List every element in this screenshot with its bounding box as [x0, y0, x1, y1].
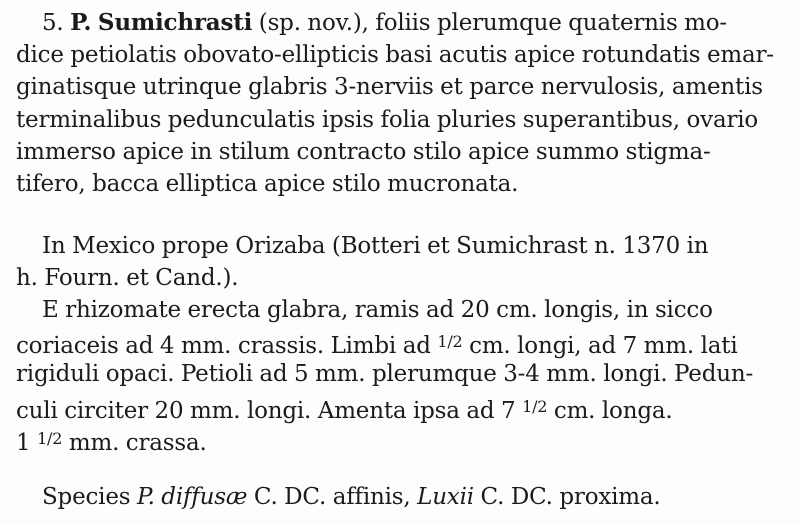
description-line-3: rigiduli opaci. Petioli ad 5 mm. plerumque 3-4 mm. longi. Pedun- — [16, 361, 754, 388]
species-status: (sp. nov.), — [258, 10, 369, 36]
description-paragraph — [16, 294, 784, 455]
description-line-5-number: 1 — [16, 429, 31, 456]
diagnosis-text: foliis plerumque quaternis mo- — [375, 10, 727, 36]
description-line-4 — [16, 391, 784, 423]
entry-number: 5. — [42, 10, 64, 36]
diagnosis-line-2: dice petiolatis obovato-ellipticis basi acutis apice rotundatis emar- — [16, 42, 774, 69]
affinity-suffix: C. DC. proxima. — [480, 484, 661, 510]
diagnosis-line-1 — [16, 7, 784, 39]
related-species-2: Luxii — [417, 484, 474, 510]
description-line-2 — [16, 326, 784, 358]
affinity-prefix: Species — [42, 484, 131, 510]
affinity-paragraph — [16, 481, 784, 513]
genus-abbrev: P. — [70, 9, 92, 36]
affinity-line — [16, 481, 784, 513]
species-name: Sumichrasti — [97, 9, 253, 36]
locality-line-2: h. Fourn. et Cand.). — [16, 265, 239, 292]
diagnosis-line-6: tifero, bacca elliptica apice stilo mucronata. — [16, 170, 519, 197]
diagnosis-line-3: ginatisque utrinque glabris 3-nerviis et parce nervulosis, amentis — [16, 74, 763, 101]
related-species-1: P. diffusæ — [136, 484, 248, 510]
description-line-2-rest: cm. longi, ad 7 mm. lati — [469, 333, 738, 360]
fraction-half: 1/2 — [522, 396, 548, 416]
diagnosis-line-5: immerso apice in stilum contracto stilo apice summo stigma- — [16, 138, 711, 165]
description-line-4-text: culi circiter 20 mm. longi. Amenta ipsa ad 7 — [16, 397, 516, 424]
fraction-half: 1/2 — [437, 332, 463, 352]
species-diagnosis — [16, 7, 784, 200]
description-line-5 — [16, 423, 784, 455]
locality-paragraph — [16, 230, 784, 294]
description-line-4-rest: cm. longa. — [553, 397, 673, 424]
description-line-1: E rhizomate erecta glabra, ramis ad 20 cm. longis, in sicco — [42, 297, 713, 323]
diagnosis-line-4: terminalibus pedunculatis ipsis folia pluries superantibus, ovario — [16, 106, 759, 133]
affinity-mid: C. DC. affinis, — [253, 484, 411, 510]
description-line-5-rest: mm. crassa. — [68, 429, 207, 456]
locality-line-1: In Mexico prope Orizaba (Botteri et Sumichrast n. 1370 in — [42, 233, 709, 259]
fraction-half: 1/2 — [37, 428, 63, 448]
description-line-2-text: coriaceis ad 4 mm. crassis. Limbi ad — [16, 333, 431, 360]
